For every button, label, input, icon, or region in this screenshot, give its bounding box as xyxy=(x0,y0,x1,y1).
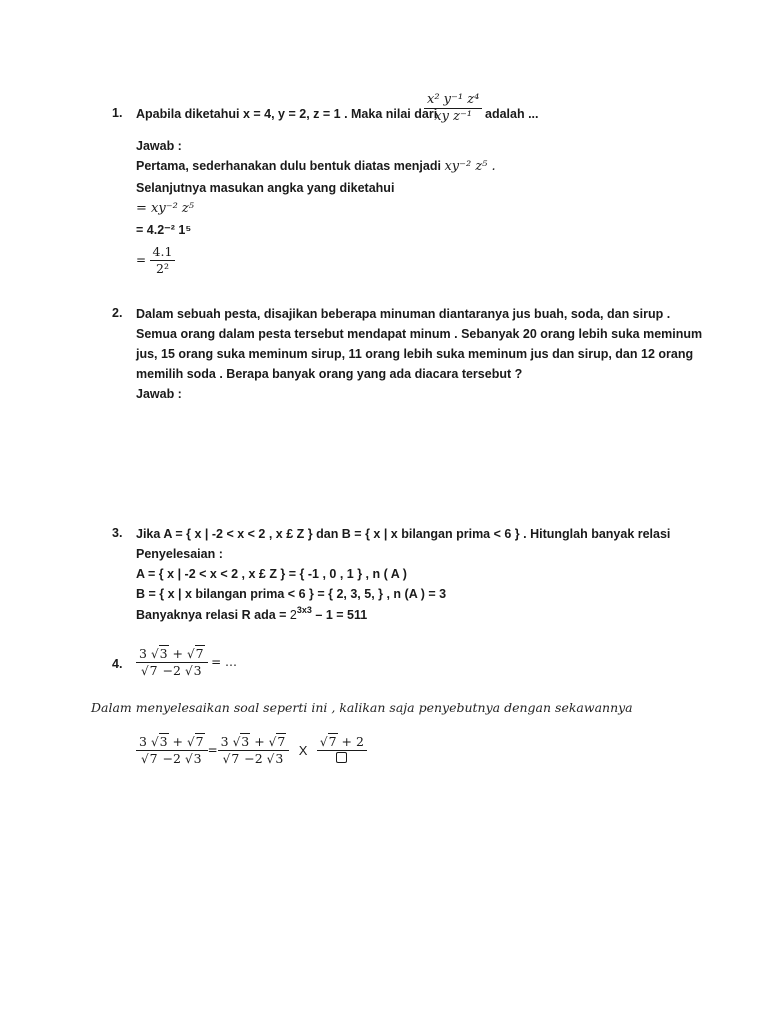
q2-number: 2. xyxy=(112,306,123,320)
sqrt-icon: √ xyxy=(187,647,195,661)
q4-work-plus-1: + xyxy=(172,734,184,749)
sqrt-icon: √ xyxy=(185,752,193,766)
q4-work-rad-c2: 7 xyxy=(231,751,240,766)
q4-work-rad-a1: 3 xyxy=(159,734,168,749)
q4-work-rad-d2: 3 xyxy=(275,751,284,766)
q1-step4: = 4.2⁻² 1⁵ xyxy=(136,223,192,237)
sqrt-icon: √ xyxy=(319,735,328,749)
q1-step3: = xy⁻² z⁵ xyxy=(136,201,194,216)
q1-prompt xyxy=(136,106,437,122)
q4-work-frac-1 xyxy=(136,734,208,767)
q4-rad-b: 7 xyxy=(195,646,204,661)
q1-step2: Selanjutnya masukan angka yang diketahui xyxy=(136,181,395,195)
placeholder-box-icon xyxy=(336,752,347,763)
q3-power-exp: 3x3 xyxy=(296,605,312,615)
sqrt-icon: √ xyxy=(268,735,277,749)
sqrt-icon: √ xyxy=(232,735,241,749)
q1-step5 xyxy=(136,244,175,277)
q4-plus: + xyxy=(172,646,184,661)
q4-work-coef-2: 3 xyxy=(220,734,229,749)
q1-frac-denominator: xy z⁻¹ xyxy=(434,109,473,124)
sqrt-icon: √ xyxy=(266,752,275,766)
q2-line-2: Semua orang dalam pesta tersebut mendapat minum . Sebanyak 20 orang lebih suka meminum xyxy=(136,327,703,341)
q2-line-4: memilih soda . Berapa banyak orang yang ada diacara tersebut ? xyxy=(136,367,523,381)
q3-line-5-suffix: – 1 = 511 xyxy=(315,608,368,622)
q4-numerator xyxy=(136,646,208,663)
sqrt-icon: √ xyxy=(140,752,149,766)
q3-power-base: 2 xyxy=(289,608,297,622)
sqrt-icon: √ xyxy=(140,664,149,678)
q4-work-plus-2: + xyxy=(254,734,265,749)
q1-prompt-text: Apabila diketahui x = 4, y = 2, z = 1 . Maka nilai dari xyxy=(136,107,438,121)
q1-step1-text: Pertama, sederhanakan dulu bentuk diatas menjadi xyxy=(136,159,441,173)
q4-work-rad-c1: 7 xyxy=(149,751,158,766)
q4-work-minus-1: −2 xyxy=(162,751,182,766)
q1-step5-eq: = xyxy=(136,252,147,267)
q3-line-1: Jika A = { x | -2 < x < 2 , x £ Z } dan B = { x | x bilangan prima < 6 } . Hitunglah banyak relasi xyxy=(136,527,671,541)
sqrt-icon: √ xyxy=(187,735,195,749)
q4-rad-d: 3 xyxy=(193,663,202,678)
q1-step1-expr: xy⁻² z⁵ . xyxy=(444,159,496,174)
sqrt-icon: √ xyxy=(222,752,231,766)
q3-line-2: Penyelesaian : xyxy=(136,547,223,561)
q4-denominator xyxy=(138,663,206,679)
q4-rad-c: 7 xyxy=(149,663,158,678)
q3-number: 3. xyxy=(112,526,123,540)
q3-line-4: B = { x | x bilangan prima < 6 } = { 2, 3, 5, } , n (A ) = 3 xyxy=(136,587,447,601)
q4-work-conj-rest: + 2 xyxy=(341,734,364,749)
q4-work-frac-3 xyxy=(317,734,367,767)
q1-step5-numerator: 4.1 xyxy=(150,244,176,261)
q4-work-rad-d1: 3 xyxy=(193,751,202,766)
q1-number: 1. xyxy=(112,106,123,120)
q4-work-minus-2: −2 xyxy=(244,751,263,766)
q4-note: Dalam menyelesaikan soal seperti ini , kalikan saja penyebutnya dengan sekawannya xyxy=(91,700,633,715)
q2-line-1: Dalam sebuah pesta, disajikan beberapa minuman diantaranya jus buah, soda, dan sirup . xyxy=(136,307,671,321)
q1-step5-denominator: 2² xyxy=(156,261,169,276)
q4-work-rad-a2: 3 xyxy=(241,734,250,749)
q4-work-equals: = xyxy=(207,742,218,757)
q4-minus: −2 xyxy=(162,663,182,678)
q4-work xyxy=(136,734,367,767)
q1-step1 xyxy=(136,158,496,175)
sqrt-icon: √ xyxy=(150,735,159,749)
q4-expression xyxy=(136,646,237,679)
q3-line-3: A = { x | -2 < x < 2 , x £ Z } = { -1 , 0 , 1 } , n ( A ) xyxy=(136,567,407,581)
sqrt-icon: √ xyxy=(185,664,193,678)
q4-work-frac-2 xyxy=(218,734,290,767)
q2-jawab: Jawab : xyxy=(136,387,182,401)
q3-line-5 xyxy=(136,607,367,623)
sqrt-icon: √ xyxy=(150,647,159,661)
q4-number: 4. xyxy=(112,657,123,671)
q4-work-times: X xyxy=(298,743,308,758)
q2-line-3: jus, 15 orang suka meminum sirup, 11 orang lebih suka meminum jus dan sirup, dan 12 orang xyxy=(136,347,694,361)
q4-work-coef-1: 3 xyxy=(139,734,147,749)
q4-work-rad-b2: 7 xyxy=(277,734,286,749)
q4-work-rad-b1: 7 xyxy=(195,734,204,749)
q4-rad-a: 3 xyxy=(159,646,168,661)
q4-tail: = … xyxy=(211,654,237,669)
q4-work-conj-rad: 7 xyxy=(328,734,337,749)
q1-fraction xyxy=(424,92,482,125)
q3-line-5-prefix: Banyaknya relasi R ada = xyxy=(136,608,287,622)
q1-jawab: Jawab : xyxy=(136,139,182,153)
q4-coef: 3 xyxy=(139,646,147,661)
q1-frac-numerator: x² y⁻¹ z⁴ xyxy=(424,92,482,109)
q1-suffix: adalah ... xyxy=(485,107,539,121)
